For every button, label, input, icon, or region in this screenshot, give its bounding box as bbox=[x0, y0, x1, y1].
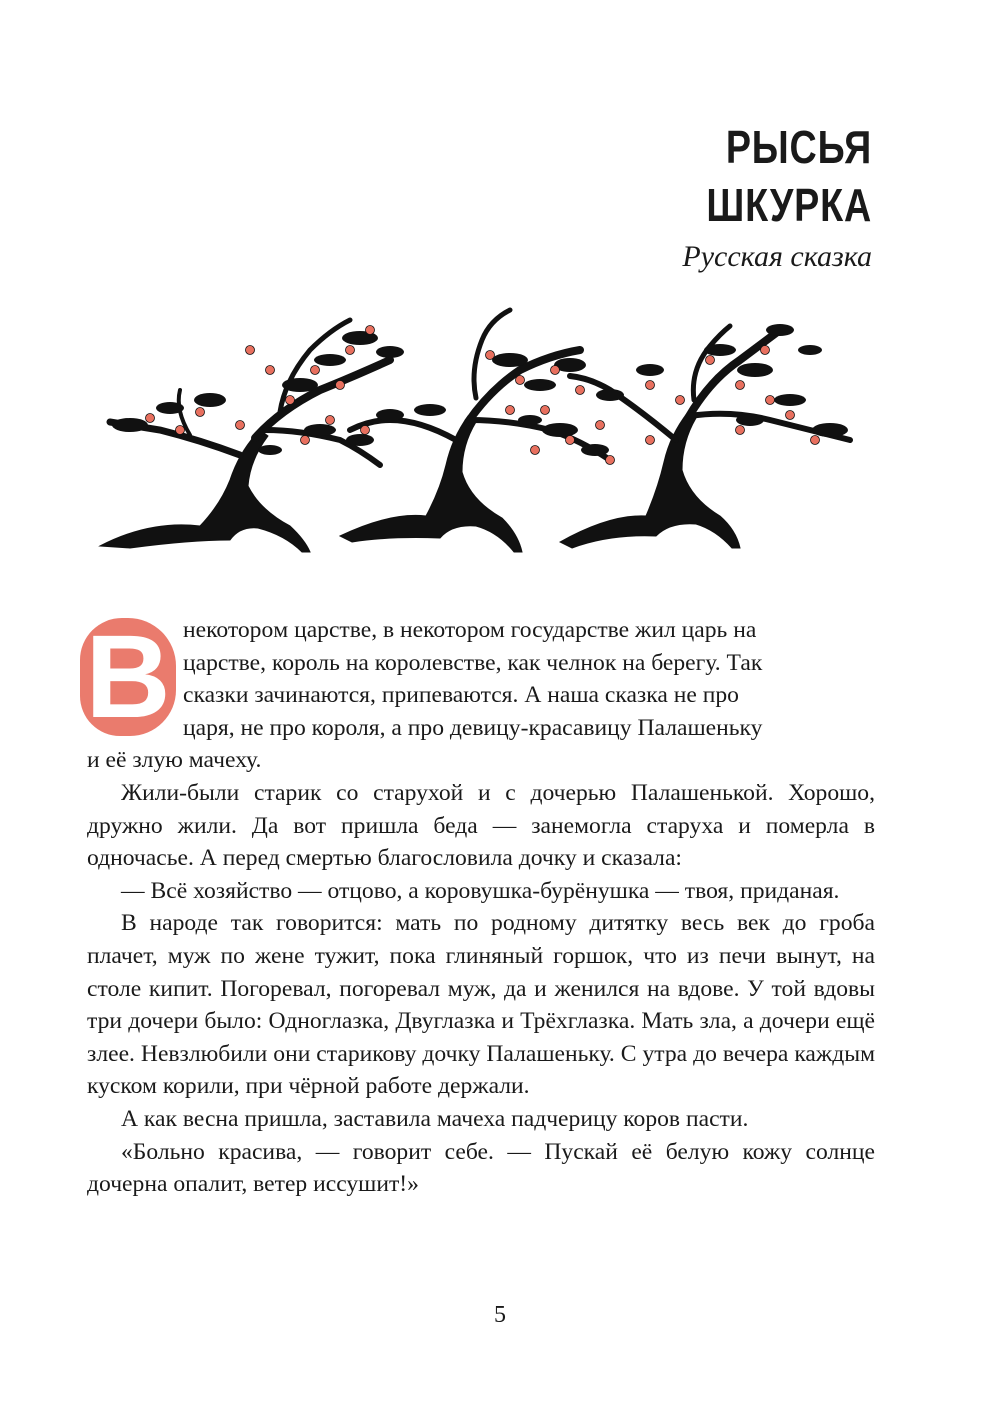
tree-1 bbox=[100, 320, 390, 552]
first-paragraph bbox=[87, 614, 875, 777]
story-text bbox=[87, 614, 875, 1201]
chapter-subtitle: Русская сказка bbox=[682, 240, 872, 273]
chapter-title-line-2: ШКУРКА bbox=[706, 179, 872, 231]
paragraph: А как весна пришла, заставила мачеха падчерицу коров пасти. bbox=[121, 1105, 749, 1132]
page-number: 5 bbox=[494, 1302, 506, 1328]
apple-trees-illustration bbox=[90, 290, 880, 570]
chapter-title-line-1: РЫСЬЯ bbox=[725, 121, 872, 173]
paragraph: «Больно красива, — говорит себе. — Пускай её белую кожу солнце дочерна опалит, ветер иссушит!» bbox=[87, 1138, 875, 1198]
first-paragraph-line: некоторoм царстве, в некотором государстве жил царь на bbox=[183, 617, 757, 643]
drop-cap: В bbox=[80, 618, 176, 736]
paragraph: — Всё хозяйство — отцово, а коровушка-бурёнушка — твоя, приданая. bbox=[121, 877, 840, 904]
paragraph: Жили-были старик со старухой и с дочерью Палашенькой. Хорошо, дружно жили. Да вот пришла беда — занемогла старуха и померла в одночасье. А перед смертью благословила дочку и сказала: bbox=[87, 779, 875, 872]
first-paragraph-line: сказки зачинаются, припеваются. А наша сказка не про bbox=[183, 682, 739, 709]
chapter-title bbox=[706, 118, 872, 234]
paragraph: В народе так говорится: мать по родному дитятку весь век до гроба плачет, муж по жене тужит, пока глиняный горшок, что из печи вынут, на столе кипит. Погоревал, погоревал муж, да и женился на вдове. У той вдовы три дочери было: Одноглазка, Двуглазка и Трёхглазка. Мать зла, а дочери ещё злее. Невзлюбили они старикову дочку Палашеньку. С утра до вечера каждым куском корили, при чёрной работе держали. bbox=[87, 910, 875, 1100]
first-paragraph-line: царстве, король на королевстве, как челнок на берегу. Так bbox=[183, 649, 763, 676]
first-paragraph-line: царя, не про короля, а про девицу-красавицу Палашеньку bbox=[183, 714, 763, 741]
tree-3 bbox=[560, 326, 850, 548]
first-paragraph-tail: и её злую мачеху. bbox=[87, 747, 262, 774]
